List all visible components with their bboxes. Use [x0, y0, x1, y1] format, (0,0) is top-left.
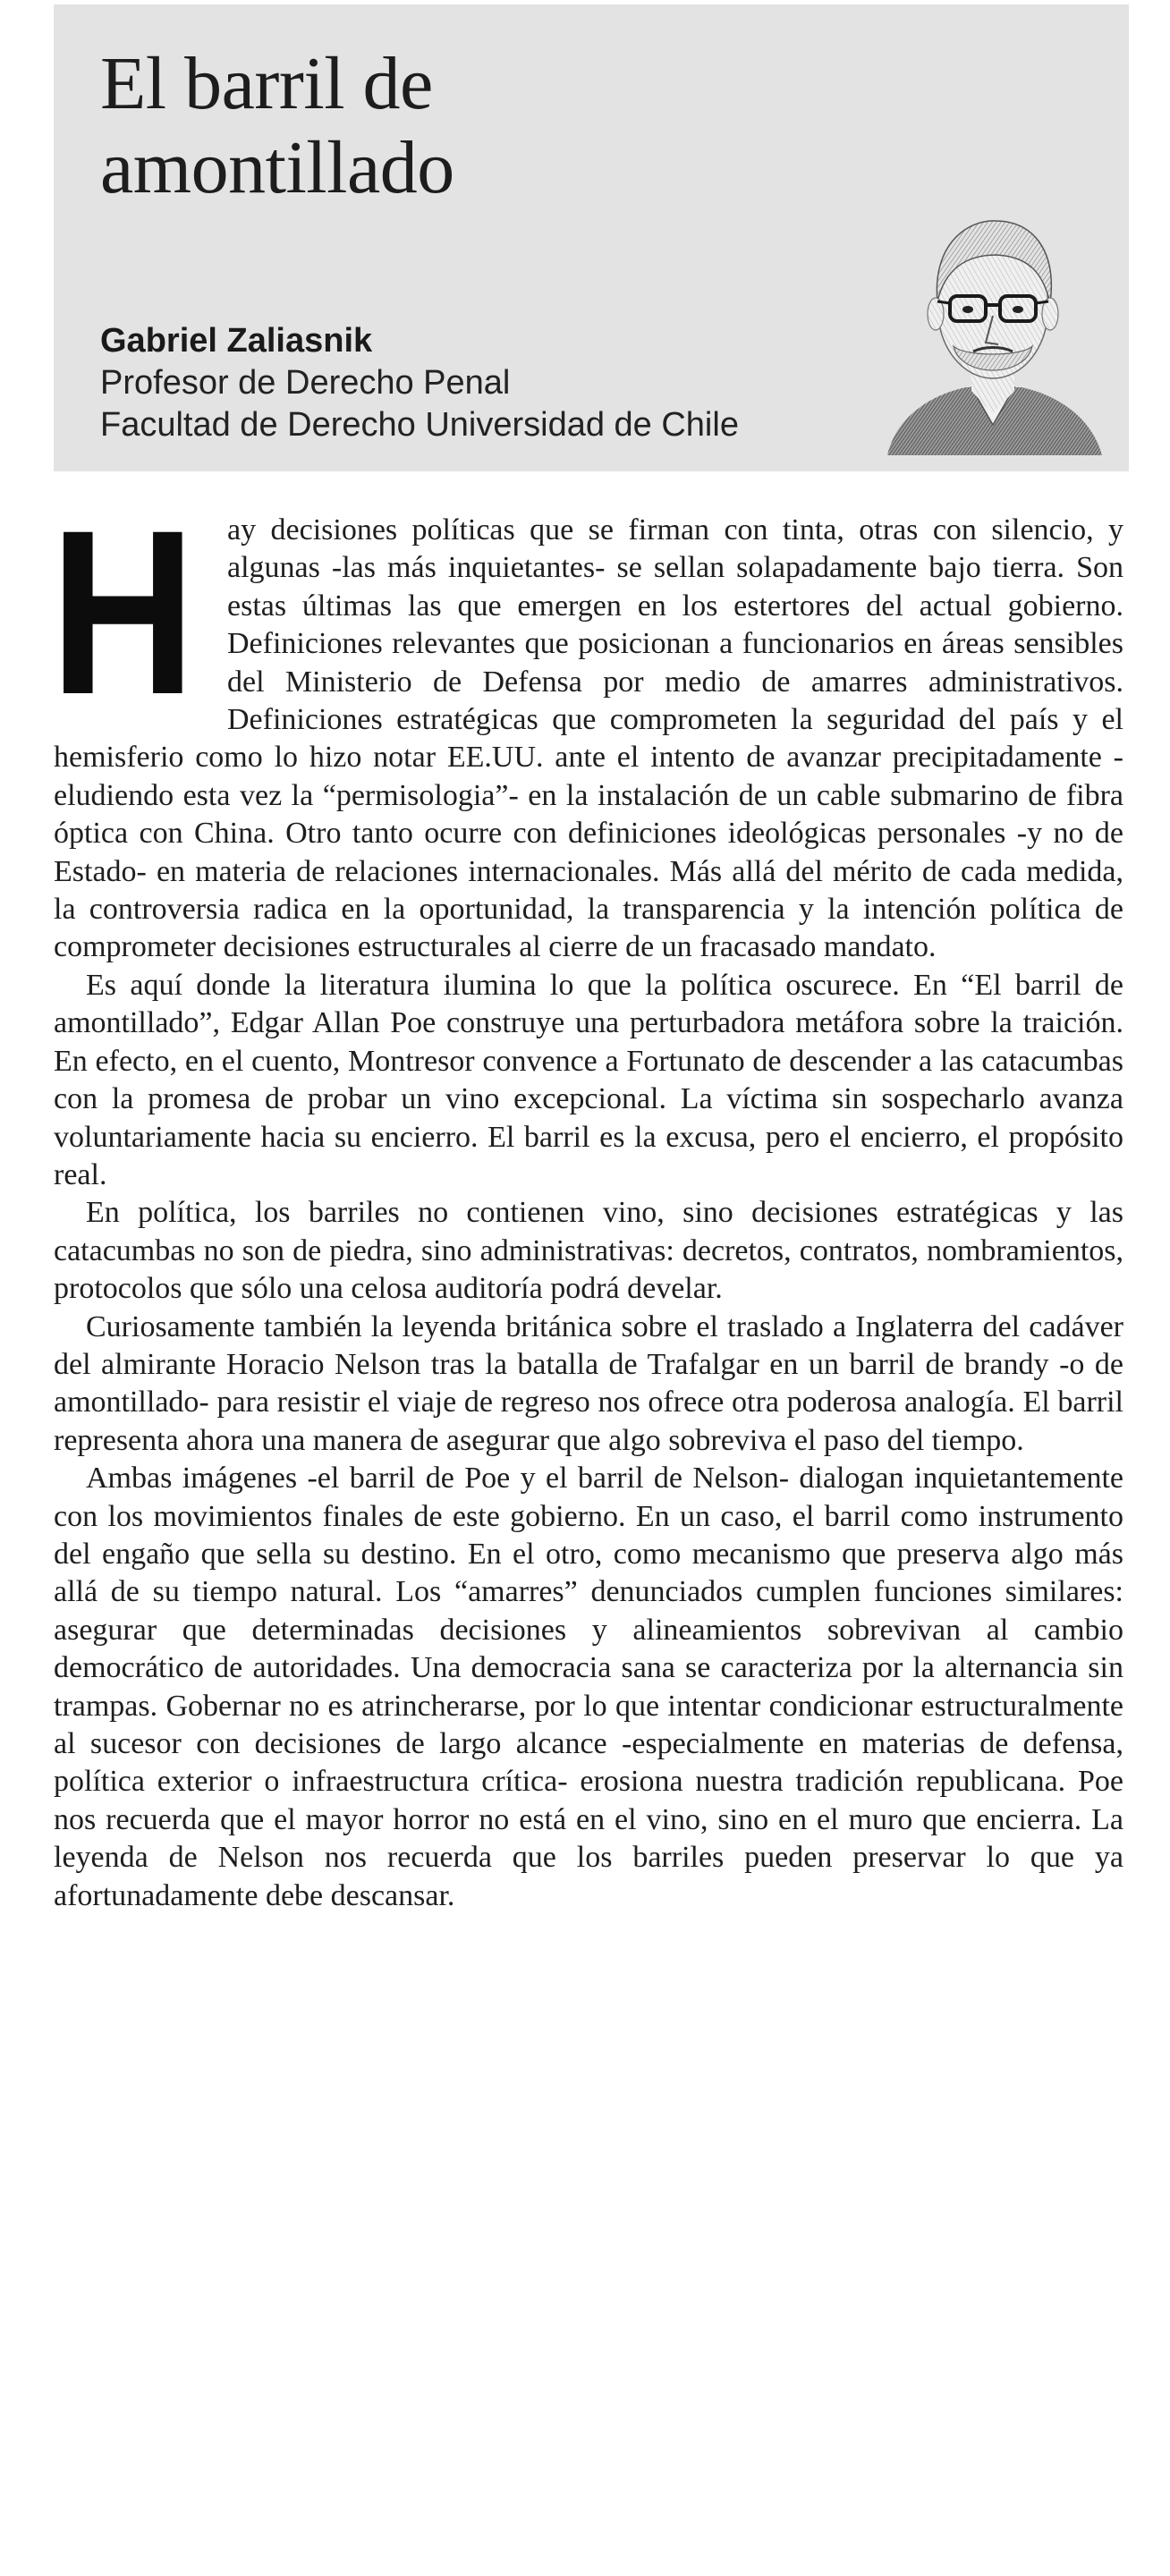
- title-line-2: amontillado: [100, 126, 454, 209]
- article-title: [100, 42, 454, 210]
- paragraph-3: En política, los barriles no contienen vino, sino decisiones estratégicas y las catacumbas no son de piedra, sino administrativas: decretos, contratos, nombramientos, protocolos que sólo una celosa auditoría podrá develar.: [54, 1196, 1123, 1306]
- title-line-1: El barril de: [100, 42, 433, 125]
- author-portrait: [878, 203, 1109, 455]
- header-box: [54, 4, 1129, 471]
- author-role: Profesor de Derecho Penal: [100, 364, 511, 402]
- paragraph-1: ay decisiones políticas que se firman con tinta, otras con silencio, y algunas -las más inquietantes- se sellan solapadamente bajo tierra. Son estas últimas las que emergen en los estertores del actual gobierno. Definiciones relevantes que posicionan a funcionarios en áreas sensibles del Ministerio de Defensa por medio de amarres administrativos. Definiciones estratégicas que comprometen la seguridad del país y el hemisferio como lo hizo notar EE.UU. ante el intento de avanzar precipitadamente -eludiendo esta vez la “permisologia”- en la instalación de un cable submarino de fibra óptica con China. Otro tanto ocurre con definiciones ideológicas personales -y no de Estado- en materia de relaciones internacionales. Más allá del mérito de cada medida, la controversia radica en la oportunidad, la transparencia y la intención política de comprometer decisiones estructurales al cierre de un fracasado mandato.: [54, 513, 1123, 964]
- author-name: Gabriel Zaliasnik: [100, 322, 373, 360]
- drop-cap: H: [50, 481, 196, 743]
- author-affiliation: Facultad de Derecho Universidad de Chile: [100, 406, 739, 444]
- author-byline: [100, 320, 739, 446]
- paragraph-4: Curiosamente también la leyenda británica sobre el traslado a Inglaterra del cadáver del almirante Horacio Nelson tras la batalla de Trafalgar en un barril de brandy -o de amontillado- para resistir el viaje de regreso nos ofrece otra poderosa analogía. El barril representa ahora una manera de asegurar que algo sobreviva el paso del tiempo.: [54, 1309, 1123, 1457]
- article-body: [50, 481, 1123, 1915]
- paragraph-5: Ambas imágenes -el barril de Poe y el barril de Nelson- dialogan inquietantemente con los movimientos finales de este gobierno. En un caso, el barril como instrumento del engaño que sella su destino. En el otro, como mecanismo que preserva algo más allá de su tiempo natural. Los “amarres” denunciados cumplen funciones similares: asegurar que determinadas decisiones y alineamientos sobrevivan al cambio democrático de autoridades. Una democracia sana se caracteriza por la alternancia sin trampas. Gobernar no es atrincherarse, por lo que intentar condicionar estructuralmente al sucesor con decisiones de largo alcance -especialmente en materias de defensa, política exterior o infraestructura crítica- erosiona nuestra tradición republicana. Poe nos recuerda que el mayor horror no está en el vino, sino en el muro que encierra. La leyenda de Nelson nos recuerda que los barriles pueden preservar lo que ya afortunadamente debe descansar.: [54, 1462, 1123, 1912]
- paragraph-2: Es aquí donde la literatura ilumina lo que la política oscurece. En “El barril de amontillado”, Edgar Allan Poe construye una perturbadora metáfora sobre la traición. En efecto, en el cuento, Montresor convence a Fortunato de descender a las catacumbas con la promesa de probar un vino excepcional. La víctima sin sospecharlo avanza voluntariamente hacia su encierro. El barril es la excusa, pero el encierro, el propósito real.: [54, 968, 1123, 1191]
